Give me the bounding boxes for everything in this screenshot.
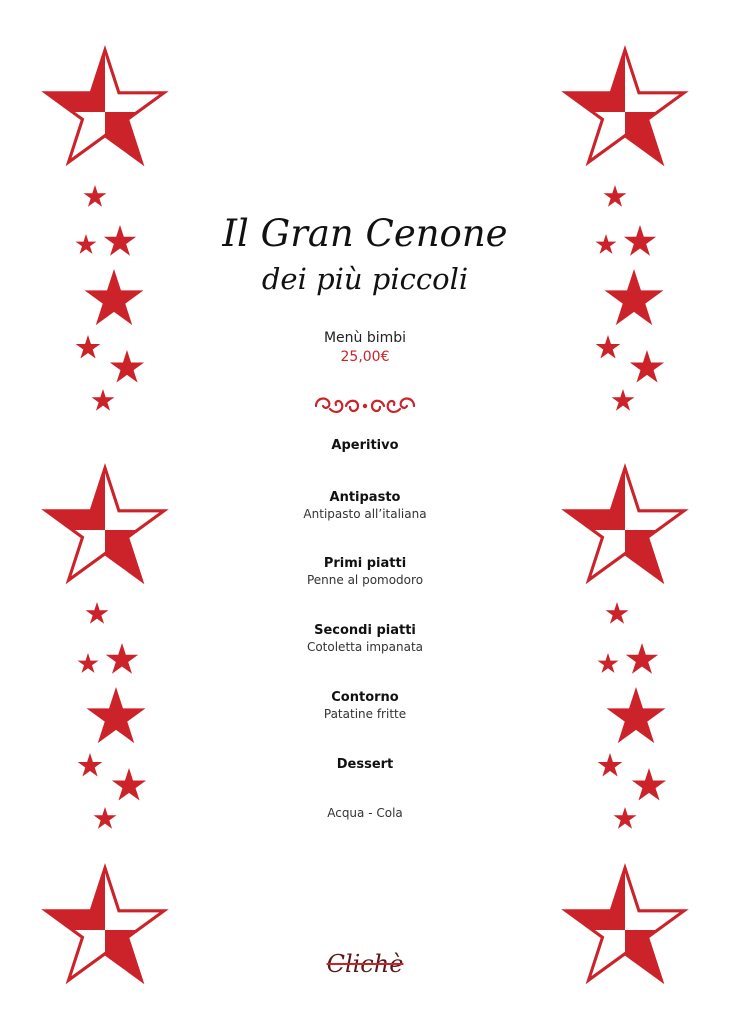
course-antipasto <box>0 489 730 522</box>
course-title: Dessert <box>336 757 394 772</box>
course-title: Contorno <box>331 690 399 705</box>
ornate-star-icon <box>566 50 684 162</box>
star-icon <box>86 602 109 624</box>
course-title: Secondi piatti <box>314 623 416 638</box>
course-dish: Patatine fritte <box>323 707 407 721</box>
star-icon <box>84 185 107 207</box>
menu-subtitle: dei più piccoli <box>261 262 469 296</box>
course-title: Aperitivo <box>331 438 399 453</box>
course-title: Antipasto <box>329 490 401 505</box>
course-aperitivo <box>0 437 730 454</box>
course-dessert <box>0 756 730 773</box>
course-title: Primi piatti <box>323 556 407 571</box>
drinks-line: Acqua - Cola <box>327 806 403 820</box>
menu-label: Menù bimbi <box>323 330 407 346</box>
course-dish: Antipasto all’italiana <box>303 507 427 521</box>
star-icon <box>78 653 99 673</box>
course-primi <box>0 555 730 588</box>
course-secondi <box>0 622 730 655</box>
star-icon <box>92 389 115 411</box>
star-icon <box>612 389 635 411</box>
menu-price: 25,00€ <box>340 349 390 365</box>
menu-title: Il Gran Cenone <box>222 212 508 255</box>
course-dish: Cotoletta impanata <box>306 640 424 654</box>
star-icon <box>604 185 627 207</box>
star-icon <box>606 602 629 624</box>
star-icon <box>598 653 619 673</box>
brand-logo: Clichè <box>326 950 404 978</box>
course-dish: Penne al pomodoro <box>306 573 424 587</box>
course-contorno <box>0 689 730 722</box>
ornate-star-icon <box>46 50 164 162</box>
swirl-ornament-icon <box>312 391 418 421</box>
